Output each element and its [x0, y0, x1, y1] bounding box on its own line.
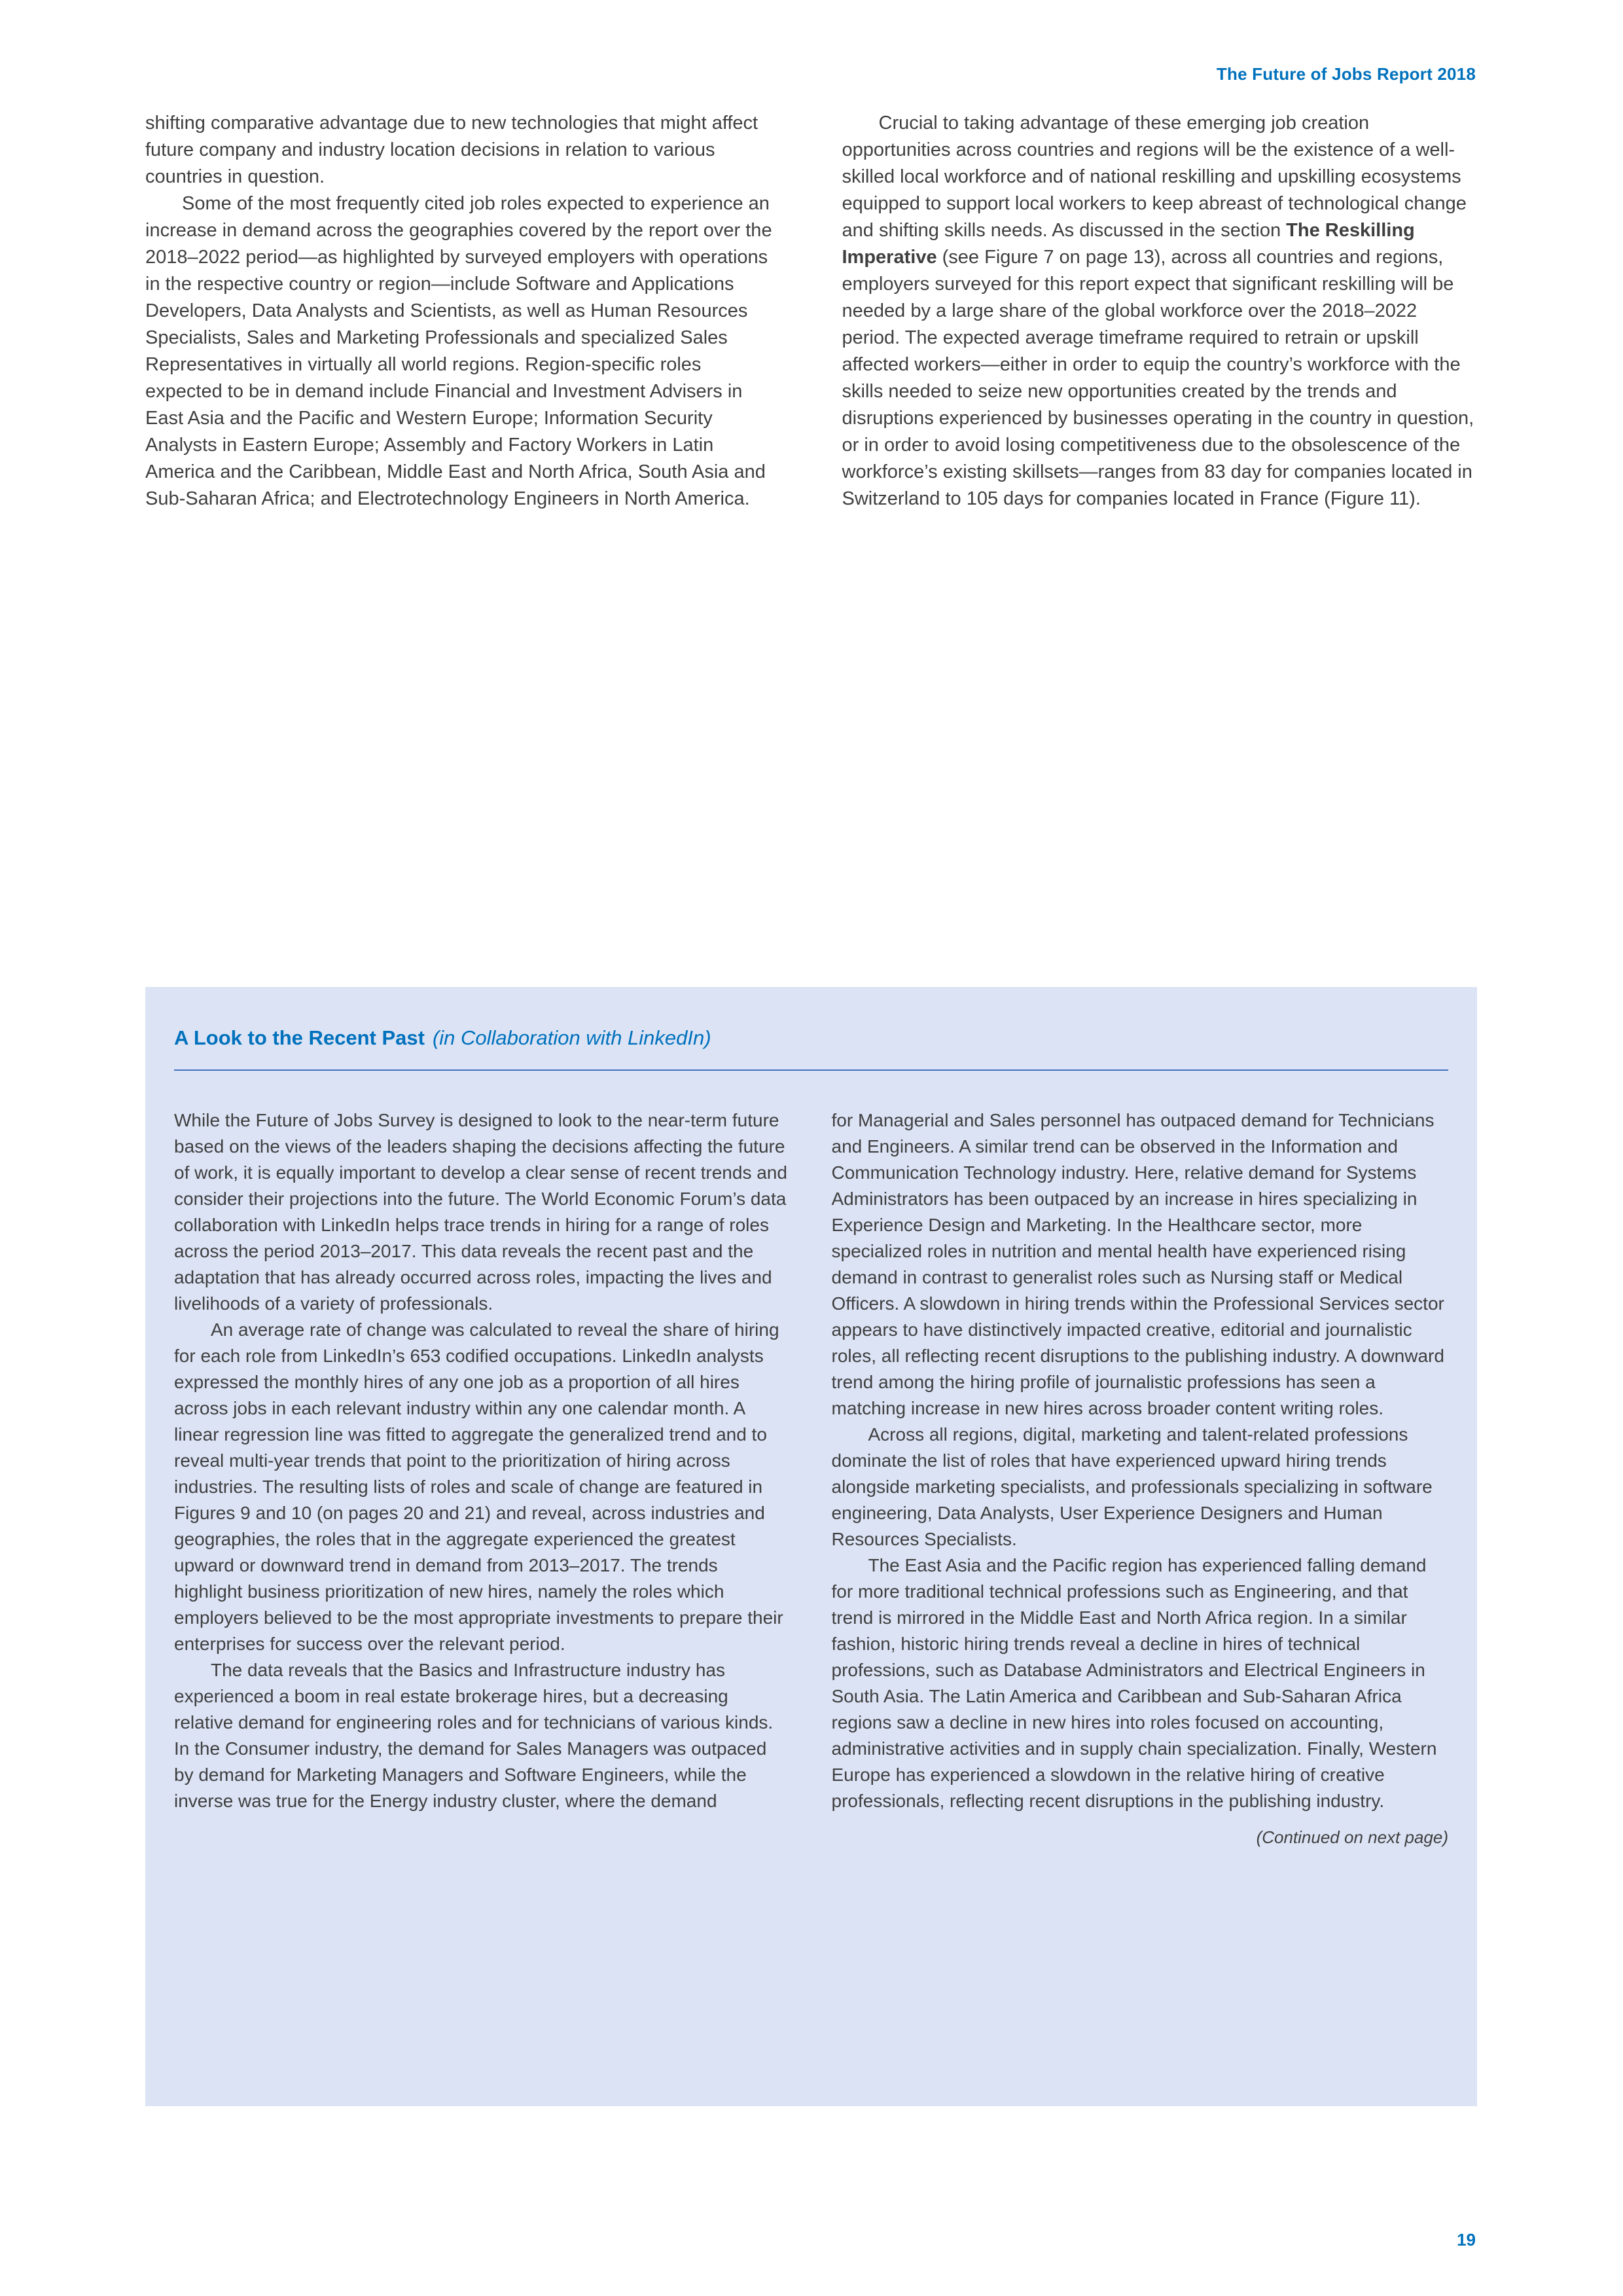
main-right-column — [842, 110, 1478, 512]
box-subtitle-text: (in Collaboration with LinkedIn) — [432, 1026, 711, 1049]
report-header-title: The Future of Jobs Report 2018 — [1216, 64, 1476, 84]
box-title-text: A Look to the Recent Past — [174, 1026, 425, 1049]
main-left-column — [145, 110, 781, 512]
linkedin-collaboration-box — [145, 987, 1477, 2106]
text-run: (see Figure 7 on page 13), across all countries and regions, employers surveyed for this report expect that significant reskilling will be needed by a large share of the global workforce over the 2018–2022 period. The expected average timeframe required to retrain or upskill affected workers—either in order to equip the country’s workforce with the skills needed to seize new opportunities created by the trends and disruptions experienced by businesses operating in the country in question, or in order to avoid losing competitiveness due to the obsolescence of the workforce’s existing skillsets—ranges from 83 day for companies located in Switzerland to 105 days for companies located in France (Figure 11). — [842, 247, 1474, 509]
paragraph: The data reveals that the Basics and Infrastructure industry has experienced a boom in real estate brokerage hires, but a decreasing relative demand for engineering roles and for technicians of various kinds. In the Consumer industry, the demand for Sales Managers was outpaced by demand for Marketing Managers and Software Engineers, while the inverse was true for the Energy industry cluster, where the demand — [174, 1660, 774, 1811]
paragraph: While the Future of Jobs Survey is designed to look to the near-term future based on the views of the leaders shaping the decisions affecting the future of work, it is equally important to develop a clear sense of recent trends and consider their projections into the future. The World Economic Forum’s data collaboration with LinkedIn helps trace trends in hiring for a range of roles across the period 2013–2017. This data reveals the recent past and the adaptation that has already occurred across roles, impacting the lives and livelihoods of a variety of professionals. — [174, 1110, 787, 1314]
paragraph: shifting comparative advantage due to new technologies that might affect future company and industry location decisions in relation to various countries in question. — [145, 113, 758, 187]
box-right-column — [832, 1107, 1449, 1814]
box-title — [174, 1026, 1448, 1050]
paragraph: Some of the most frequently cited job roles expected to experience an increase in demand across the geographies covered by the report over the 2018–2022 period—as highlighted by surveyed employers with operations in the respective country or region—include Software and Applications Developers, Data Analysts and Scientists, as well as Human Resources Specialists, Sales and Marketing Professionals and specialized Sales Representatives in virtually all world regions. Region-specific roles expected to be in demand include Financial and Investment Advisers in East Asia and the Pacific and Western Europe; Information Security Analysts in Eastern Europe; Assembly and Factory Workers in Latin America and the Caribbean, Middle East and North Africa, South Asia and Sub-Saharan Africa; and Electrotechnology Engineers in North America. — [145, 193, 772, 509]
box-title-divider — [174, 1069, 1448, 1071]
paragraph — [842, 110, 1478, 512]
text-run: Crucial to taking advantage of these emerging job creation opportunities across countries and regions will be the existence of a well-skilled local workforce and of national reskilling and upskilling ecosystems equipped to support local workers to keep abreast of technological change and shifting skills needs. As discussed in the section — [842, 113, 1467, 241]
continued-note: (Continued on next page) — [1256, 1827, 1448, 1847]
box-left-column — [174, 1107, 791, 1814]
paragraph: for Managerial and Sales personnel has outpaced demand for Technicians and Engineers. A similar trend can be observed in the Information and Communication Technology industry. Here, relative demand for Systems Administrators has been outpaced by an increase in hires specializing in Experience Design and Marketing. In the Healthcare sector, more specialized roles in nutrition and mental health have experienced rising demand in contrast to generalist roles such as Nursing staff or Medical Officers. A slowdown in hiring trends within the Professional Services sector appears to have distinctively impacted creative, editorial and journalistic roles, all reflecting recent disruptions to the publishing industry. A downward trend among the hiring profile of journalistic professions has seen a matching increase in new hires across broader content writing roles. — [831, 1110, 1444, 1418]
page-number: 19 — [1457, 2230, 1476, 2250]
main-body-text — [145, 110, 1477, 512]
bold-text-run: The Reskilling Imperative — [842, 220, 1415, 268]
paragraph: The East Asia and the Pacific region has experienced falling demand for more traditional technical professions such as Engineering, and that trend is mirrored in the Middle East and North Africa region. In a similar fashion, historic hiring trends reveal a decline in hires of technical professions, such as Database Administrators and Electrical Engineers in South Asia. The Latin America and Caribbean and Sub-Saharan Africa regions saw a decline in new hires into roles focused on accounting, administrative activities and in supply chain specialization. Finally, Western Europe has experienced a slowdown in the relative hiring of creative professionals, reflecting recent disruptions in the publishing industry. — [831, 1555, 1437, 1811]
box-body-text — [174, 1107, 1448, 1814]
paragraph: Across all regions, digital, marketing and talent-related professions dominate the list of roles that have experienced upward hiring trends alongside marketing specialists, and professionals specializing in software engineering, Data Analysts, User Experience Designers and Human Resources Specialists. — [831, 1424, 1433, 1549]
paragraph: An average rate of change was calculated to reveal the share of hiring for each role from LinkedIn’s 653 codified occupations. LinkedIn analysts expressed the monthly hires of any one job as a proportion of all hires across jobs in each relevant industry within any one calendar month. A linear regression line was fitted to aggregate the generalized trend and to reveal multi-year trends that point to the prioritization of hiring across industries. The resulting lists of roles and scale of change are featured in Figures 9 and 10 (on pages 20 and 21) and reveal, across industries and geographies, the roles that in the aggregate experienced the greatest upward or downward trend in demand from 2013–2017. The trends highlight business prioritization of new hires, namely the roles which employers believed to be the most appropriate investments to prepare their enterprises for success over the relevant period. — [174, 1319, 783, 1654]
